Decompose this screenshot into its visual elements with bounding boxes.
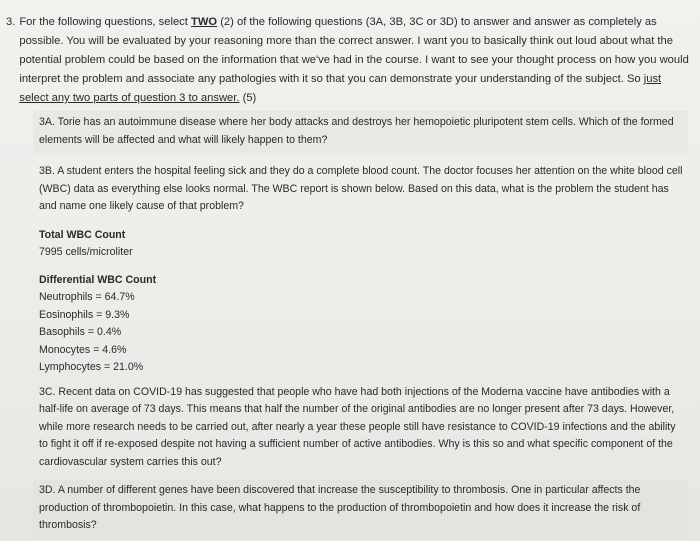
- sub-questions: [33, 111, 688, 539]
- lymphocytes-value: Lymphocytes = 21.0%: [39, 361, 144, 373]
- instructions-points: (5): [239, 92, 257, 104]
- question-3b: 3B. A student enters the hospital feeling sick and they do a complete blood count. The doctor focuses her attention on the white blood cell (WBC) data as everything else looks normal. The WBC report is shown below. Based on this data, what is the problem the student has and name one likely cause of that problem?: [39, 165, 683, 212]
- neutrophils-value: Neutrophils = 64.7%: [39, 291, 135, 303]
- total-wbc-heading: Total WBC Count: [39, 228, 126, 241]
- spacer: [39, 262, 688, 272]
- wbc-report: [33, 227, 688, 377]
- question-3d: 3D. A number of different genes have been discovered that increase the susceptibility to thrombosis. One in particular affects the production of thrombopoietin. In this case, what happens to the production of thrombopoietin and how does it increase the risk of thrombosis?: [33, 479, 688, 539]
- question-3c: 3C. Recent data on COVID-19 has suggested that people who have had both injections of the Moderna vaccine have antibodies with a half-life on average of 73 days. This means that half the number of the original antibodies are no longer present after 73 days. However, while more research needs to be carried out, after nearly a year these people still have resistance to COVID-19 infections and the ability to fight it off if re-exposed despite not having a sufficient number of active antibodies. Why is this so and what specific component of the cardiovascular system carries this out?: [39, 385, 676, 468]
- eosinophils-value: Eosinophils = 9.3%: [39, 308, 130, 321]
- total-wbc-value: 7995 cells/microliter: [39, 246, 133, 258]
- basophils-value: Basophils = 0.4%: [39, 326, 122, 338]
- instructions-part-1: For the following questions, select: [19, 16, 191, 28]
- question-3: [6, 13, 692, 108]
- monocytes-value: Monocytes = 4.6%: [39, 343, 127, 356]
- question-number: 3.: [6, 16, 16, 28]
- instructions-part-2: (2) of the following questions (3A, 3B, 3C or 3D) to answer and answer as completely as possible. You will be evaluated by your reasoning more than the correct answer. I want you to basically think out loud about what the potential problem could be based on the information that we've had in the course. I want to see your thought process on how you would interpret the problem and associate any pathologies with it so that you can demonstrate your understanding of the subject. So: [19, 16, 689, 85]
- instructions-two: TWO: [190, 16, 218, 28]
- question-instructions: [19, 13, 692, 108]
- question-3a: 3A. Torie has an autoimmune disease where her body attacks and destroys her hemopoietic pluripotent stem cells. Which of the formed elements will be affected and what will likely happen to them?: [33, 111, 688, 153]
- differential-heading: Differential WBC Count: [39, 273, 157, 286]
- instructions-underlined: just select any two parts of question 3 to answer.: [19, 73, 662, 104]
